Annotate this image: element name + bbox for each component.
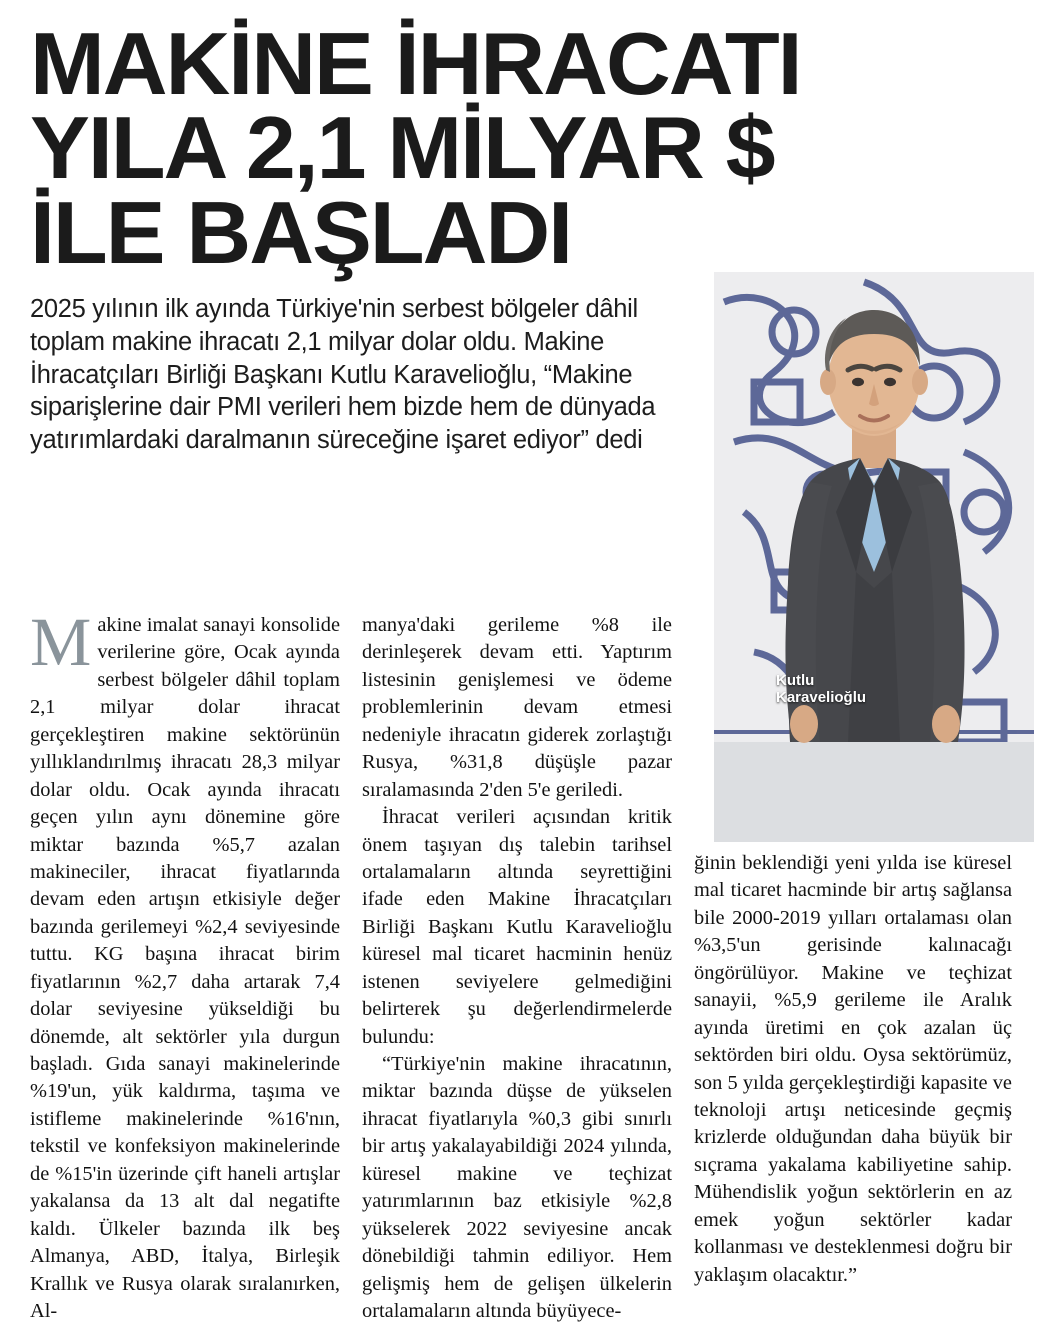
paragraph-text: akine imalat sanayi konsolide verilerine göre, Ocak ayında serbest bölgeler dâhil toplam 2,1 milyar dolar ihracat gerçekleştiren makine sektörünün yıllıklandırılmış ihracatı 28,3 milyar dolar oldu. Ocak ayında ihracatı geçen yılın aynı dönemine göre miktar bazında %5,7 azalan makineciler, ihracat fiyatlarında devam eden artışın etkisiyle değer bazında gerilemeyi %2,4 seviyesinde tuttu. KG başına ihracat birim fiyatlarının %2,7 daha artarak 7,4 dolar seviyesine yükseldiği bu dönemde, alt sektörler yıla durgun başladı. Gıda sanayi makinelerinde %19'un, yük kaldırma, taşıma ve istifleme makinelerinde %16'nın, tekstil ve konfeksiyon makinelerinde de %15'in üzerinde çift haneli artışlar yakalansa da 13 alt dal negatifte kaldı. Ülkeler bazında ilk beş Almanya, ABD, İtalya, Birleşik Krallık ve Rusya olarak sıralanırken, Al- <box>30 614 340 1322</box>
body-column-2 <box>362 612 672 1322</box>
photo-caption <box>776 672 866 707</box>
headline-line-1: MAKİNE İHRACATI <box>30 14 801 113</box>
headline-line-2: YILA 2,1 MİLYAR $ <box>30 98 774 198</box>
photo-caption-line-2: Karavelioğlu <box>776 689 867 707</box>
paragraph: manya'daki gerileme %8 ile derinleşerek devam etti. Yaptırım listesinin genişlemesi ve ödeme problemlerinin devam etmesi nedeniyle ihracatın giderek zorlaştığı Rusya, %31,8 düşüşle pazar sıralamasında 2'den 5'e geriledi. <box>362 614 672 801</box>
drop-cap: M <box>30 604 92 680</box>
page-title <box>0 0 1064 282</box>
headline-line-3: İLE BAŞLADI <box>30 182 572 282</box>
paragraph: “Türkiye'nin makine ihracatının, miktar bazında düşse de yükselen ihracat fiyatlarıyla %0,3 gibi sınırlı bir artış yakalayabildiği 2024 yılında, küresel makine ve teçhizat yatırımlarının baz etkisiyle %2,8 yükselerek 2022 seviyesine ancak dönebildiği tahmin ediliyor. Hem gelişmiş hem de gelişen ülkelerin ortalamaların altında büyüyece- <box>362 1053 672 1322</box>
paragraph: ğinin beklendiği yeni yılda ise küresel mal ticaret hacminde bir artış sağlansa bile 2000-2019 yılları ortalaması olan %3,5'un gerisinde kalınacağı öngörülüyor. Makine ve teçhizat sanayii, %5,9 gerileme ile Aralık ayında üretimi en çok azalan üç sektörden biri oldu. Oysa sektörümüz, son 5 yılda gerçekleştirdiği kapasite ve teknoloji artışı neticesinde geçmiş krizlerde olduğundan daha büyük bir sıçrama yakalama kabiliyetine sahip. Mühendislik yoğun sektörlerin en az emek yoğun sektörler kadar kollanması ve desteklenmesi doğru bir yaklaşım olacaktır.” <box>694 852 1012 1286</box>
body-column-1 <box>30 604 340 1322</box>
paragraph <box>30 604 340 1325</box>
article-body <box>30 604 1034 1322</box>
photo-caption-line-1: Kutlu <box>776 672 815 689</box>
paragraph: İhracat verileri açısından kritik önem taşıyan dış talebin tarihsel ortalamaların altında seyrettiğini ifade eden Makine İhracatçıları Birliği Başkanı Kutlu Karavelioğlu küresel mal ticaret hacminin henüz istenen seviyelere gelmediğini belirterek şu değerlendirmelerde bulundu: <box>362 806 672 1048</box>
article-deck: 2025 yılının ilk ayında Türkiye'nin serbest bölgeler dâhil toplam makine ihracatı 2,1 milyar dolar oldu. Makine İhracatçıları Birliği Başkanı Kutlu Karavelioğlu, “Makine siparişlerine dair PMI verileri hem bizde hem de dünyada yatırımlardaki daralmanın süreceğine işaret ediyor” dedi <box>30 295 656 454</box>
body-column-3 <box>694 612 1012 1292</box>
